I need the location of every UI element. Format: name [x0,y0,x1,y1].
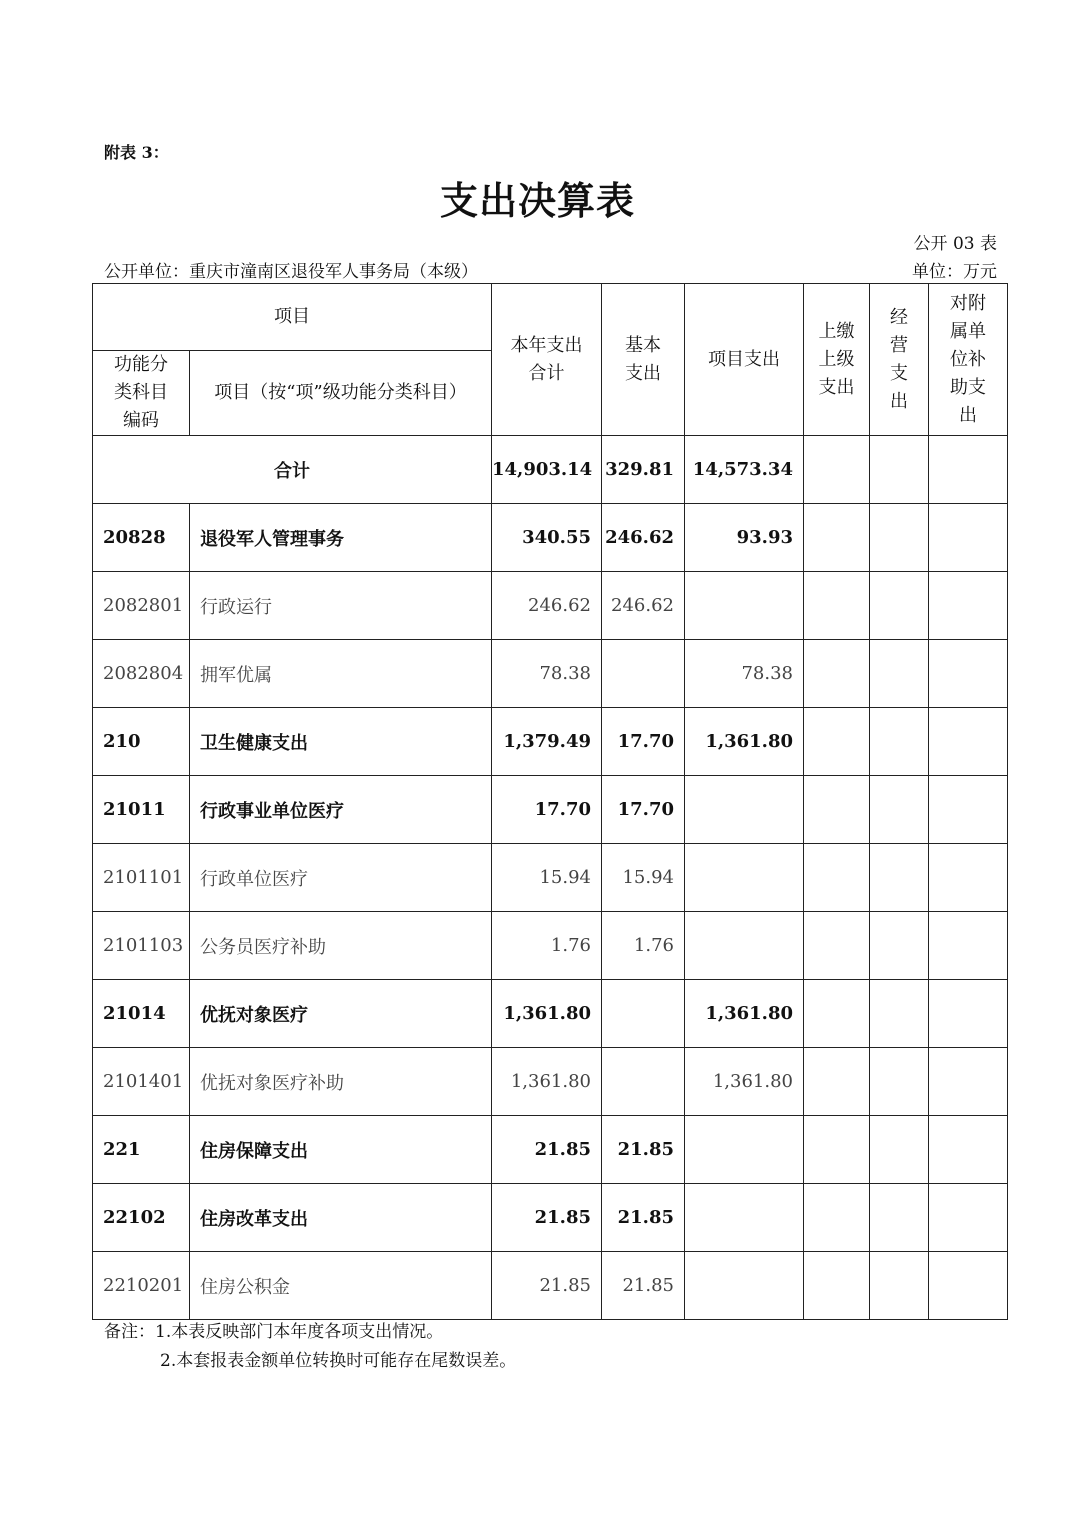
row-code: 2082801 [93,572,190,640]
row-name: 优抚对象医疗 [190,980,492,1048]
row-code: 2101101 [93,844,190,912]
total-amount: 14,903.14 [492,436,602,504]
page-title: 支出决算表 [439,178,635,223]
row-name: 住房公积金 [190,1252,492,1320]
row-business [870,1048,929,1116]
table-row [93,708,1008,776]
row-code: 2101401 [93,1048,190,1116]
total-label: 合计 [93,436,492,504]
row-name: 行政单位医疗 [190,844,492,912]
row-business [870,980,929,1048]
header-project-spend: 项目支出 [685,284,804,436]
row-total: 21.85 [492,1184,602,1252]
row-total: 78.38 [492,640,602,708]
row-total: 1,361.80 [492,980,602,1048]
row-basic: 15.94 [602,844,685,912]
row-code: 21011 [93,776,190,844]
row-upper [804,572,870,640]
row-subsidy [929,980,1008,1048]
row-project [685,572,804,640]
table-row [93,572,1008,640]
row-name: 拥军优属 [190,640,492,708]
table-row [93,980,1008,1048]
row-upper [804,1252,870,1320]
row-code: 2082804 [93,640,190,708]
row-subsidy [929,1184,1008,1252]
row-subsidy [929,776,1008,844]
row-project [685,844,804,912]
row-upper [804,1048,870,1116]
row-subsidy [929,844,1008,912]
row-business [870,572,929,640]
expenditure-table [92,283,1008,1320]
row-project: 1,361.80 [685,980,804,1048]
row-subsidy [929,1048,1008,1116]
row-code: 2210201 [93,1252,190,1320]
row-name: 行政事业单位医疗 [190,776,492,844]
row-upper [804,640,870,708]
row-basic: 17.70 [602,776,685,844]
row-name: 行政运行 [190,572,492,640]
row-upper [804,776,870,844]
total-row [93,436,1008,504]
table-row [93,504,1008,572]
row-basic: 246.62 [602,504,685,572]
row-total: 17.70 [492,776,602,844]
row-project: 1,361.80 [685,708,804,776]
row-basic [602,980,685,1048]
row-code: 22102 [93,1184,190,1252]
row-upper [804,980,870,1048]
table-row [93,640,1008,708]
row-total: 1,379.49 [492,708,602,776]
table-row [93,844,1008,912]
row-upper [804,1116,870,1184]
row-business [870,776,929,844]
header-project: 项目 [93,284,492,351]
row-business [870,912,929,980]
row-subsidy [929,1116,1008,1184]
row-project [685,1116,804,1184]
notes [104,1318,516,1376]
row-subsidy [929,640,1008,708]
table-row [93,1184,1008,1252]
row-name: 住房改革支出 [190,1184,492,1252]
header-business: 经营支出 [870,284,929,436]
row-name: 优抚对象医疗补助 [190,1048,492,1116]
row-code: 210 [93,708,190,776]
row-name: 退役军人管理事务 [190,504,492,572]
row-basic: 21.85 [602,1252,685,1320]
row-upper [804,1184,870,1252]
total-upper [804,436,870,504]
total-basic: 329.81 [602,436,685,504]
row-business [870,1184,929,1252]
header-subsidy: 对附属单位补助支出 [929,284,1008,436]
row-total: 21.85 [492,1252,602,1320]
row-business [870,1252,929,1320]
row-basic: 21.85 [602,1184,685,1252]
row-project [685,1184,804,1252]
row-subsidy [929,572,1008,640]
row-upper [804,708,870,776]
row-total: 1.76 [492,912,602,980]
row-upper [804,912,870,980]
row-business [870,504,929,572]
row-project: 78.38 [685,640,804,708]
row-basic [602,1048,685,1116]
table-row [93,912,1008,980]
row-basic: 246.62 [602,572,685,640]
unit-line [104,257,997,282]
total-project: 14,573.34 [685,436,804,504]
row-project [685,912,804,980]
row-code: 20828 [93,504,190,572]
row-total: 1,361.80 [492,1048,602,1116]
note-line-1: 备注：1.本表反映部门本年度各项支出情况。 [104,1322,444,1342]
row-project [685,1252,804,1320]
row-upper [804,504,870,572]
row-project: 93.93 [685,504,804,572]
row-subsidy [929,708,1008,776]
total-business [870,436,929,504]
currency-unit: 单位：万元 [912,262,997,282]
row-project [685,776,804,844]
table-row [93,1048,1008,1116]
header-upper: 上缴上级支出 [804,284,870,436]
header-basic: 基本支出 [602,284,685,436]
row-basic: 1.76 [602,912,685,980]
row-basic: 21.85 [602,1116,685,1184]
attachment-label: 附表 3： [104,143,169,162]
row-business [870,640,929,708]
reporting-unit: 公开单位：重庆市潼南区退役军人事务局（本级） [104,262,478,282]
row-basic [602,640,685,708]
row-business [870,708,929,776]
table-row [93,1116,1008,1184]
row-basic: 17.70 [602,708,685,776]
row-upper [804,844,870,912]
row-subsidy [929,1252,1008,1320]
header-total-this-year: 本年支出合计 [492,284,602,436]
row-subsidy [929,912,1008,980]
note-line-2: 2.本套报表金额单位转换时可能存在尾数误差。 [160,1351,517,1371]
row-total: 15.94 [492,844,602,912]
form-number: 公开 03 表 [913,234,997,254]
header-func-code: 功能分类科目编码 [93,351,190,436]
table-row [93,776,1008,844]
row-total: 246.62 [492,572,602,640]
row-project: 1,361.80 [685,1048,804,1116]
header-project-detail: 项目（按“项”级功能分类科目） [190,351,492,436]
row-subsidy [929,504,1008,572]
row-total: 340.55 [492,504,602,572]
row-code: 21014 [93,980,190,1048]
total-subsidy [929,436,1008,504]
row-total: 21.85 [492,1116,602,1184]
row-code: 221 [93,1116,190,1184]
row-name: 住房保障支出 [190,1116,492,1184]
row-code: 2101103 [93,912,190,980]
row-business [870,1116,929,1184]
row-name: 公务员医疗补助 [190,912,492,980]
table-row [93,1252,1008,1320]
row-business [870,844,929,912]
row-name: 卫生健康支出 [190,708,492,776]
